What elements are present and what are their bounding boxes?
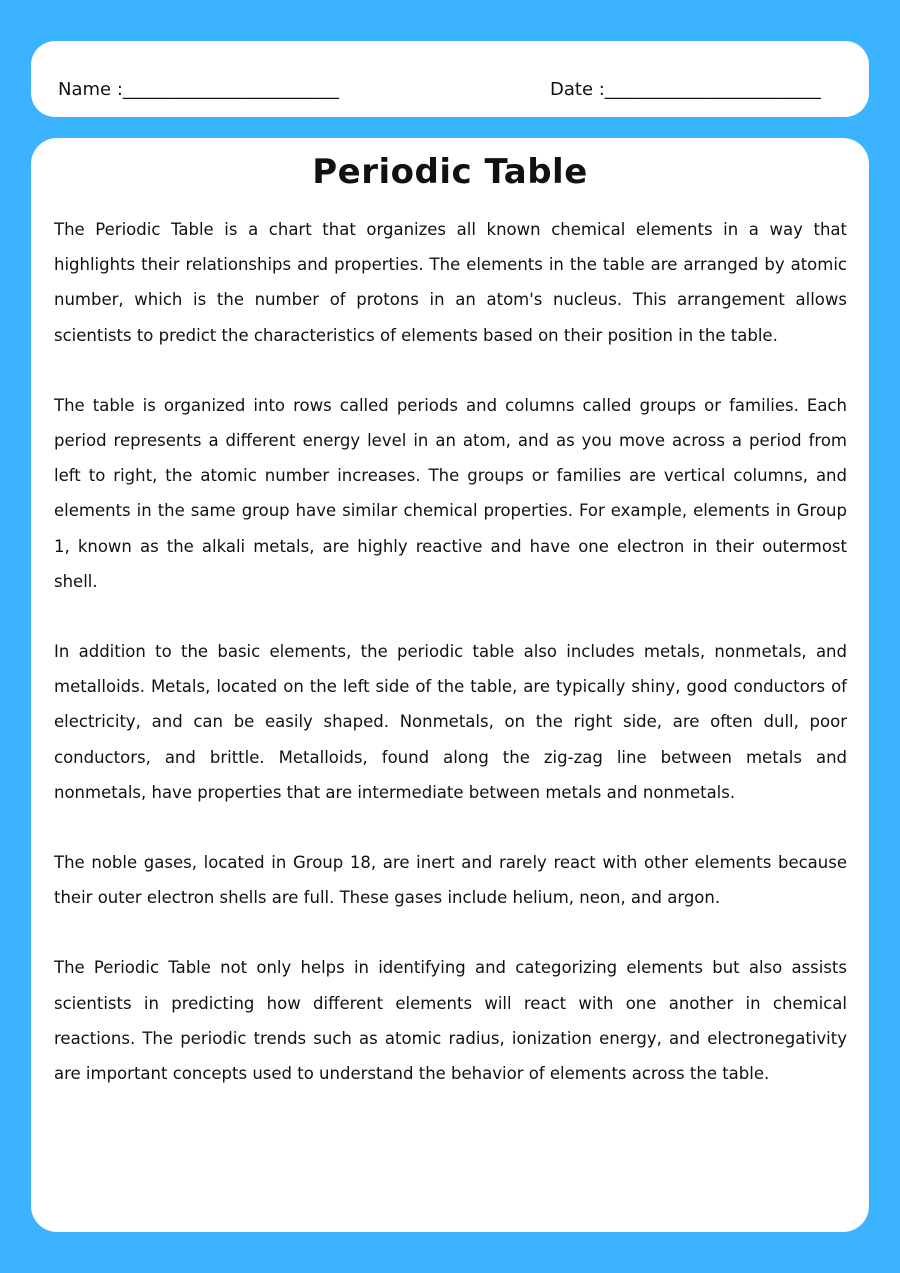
name-field: Name :________________________ [58,79,339,100]
header-card [31,41,869,117]
content-card [31,138,869,1232]
paragraph-5: The Periodic Table not only helps in identifying and categorizing elements but also assists scientists in predicting how different elements will react with one another in chemical reactions. The periodic trends such as atomic radius, ionization energy, and electronegativity are important concepts used to understand the behavior of elements across the table. [54,958,847,1084]
paragraph-1: The Periodic Table is a chart that organizes all known chemical elements in a way that highlights their relationships and properties. The elements in the table are arranged by atomic number, which is the number of protons in an atom's nucleus. This arrangement allows scientists to predict the characteristics of elements based on their position in the table. [54,220,847,345]
paragraph-2: The table is organized into rows called periods and columns called groups or families. Each period represents a different energy level in an atom, and as you move across a period from left to right, the atomic number increases. The groups or families are vertical columns, and elements in the same group have similar chemical properties. For example, elements in Group 1, known as the alkali metals, are highly reactive and have one electron in their outermost shell. [54,395,847,591]
date-field: Date :________________________ [550,79,821,100]
page-title: Periodic Table [312,152,588,192]
paragraph-3: In addition to the basic elements, the periodic table also includes metals, nonmetals, and metalloids. Metals, located on the left side of the table, are typically shiny, good conductors of electricity, and can be easily shaped. Nonmetals, on the right side, are often dull, poor conductors, and brittle. Metalloids, found along the zig-zag line between metals and nonmetals, have properties that are intermediate between metals and nonmetals. [54,642,847,802]
body-text [54,212,847,1126]
paragraph-4: The noble gases, located in Group 18, are inert and rarely react with other elements because their outer electron shells are full. These gases include helium, neon, and argon. [54,853,847,908]
